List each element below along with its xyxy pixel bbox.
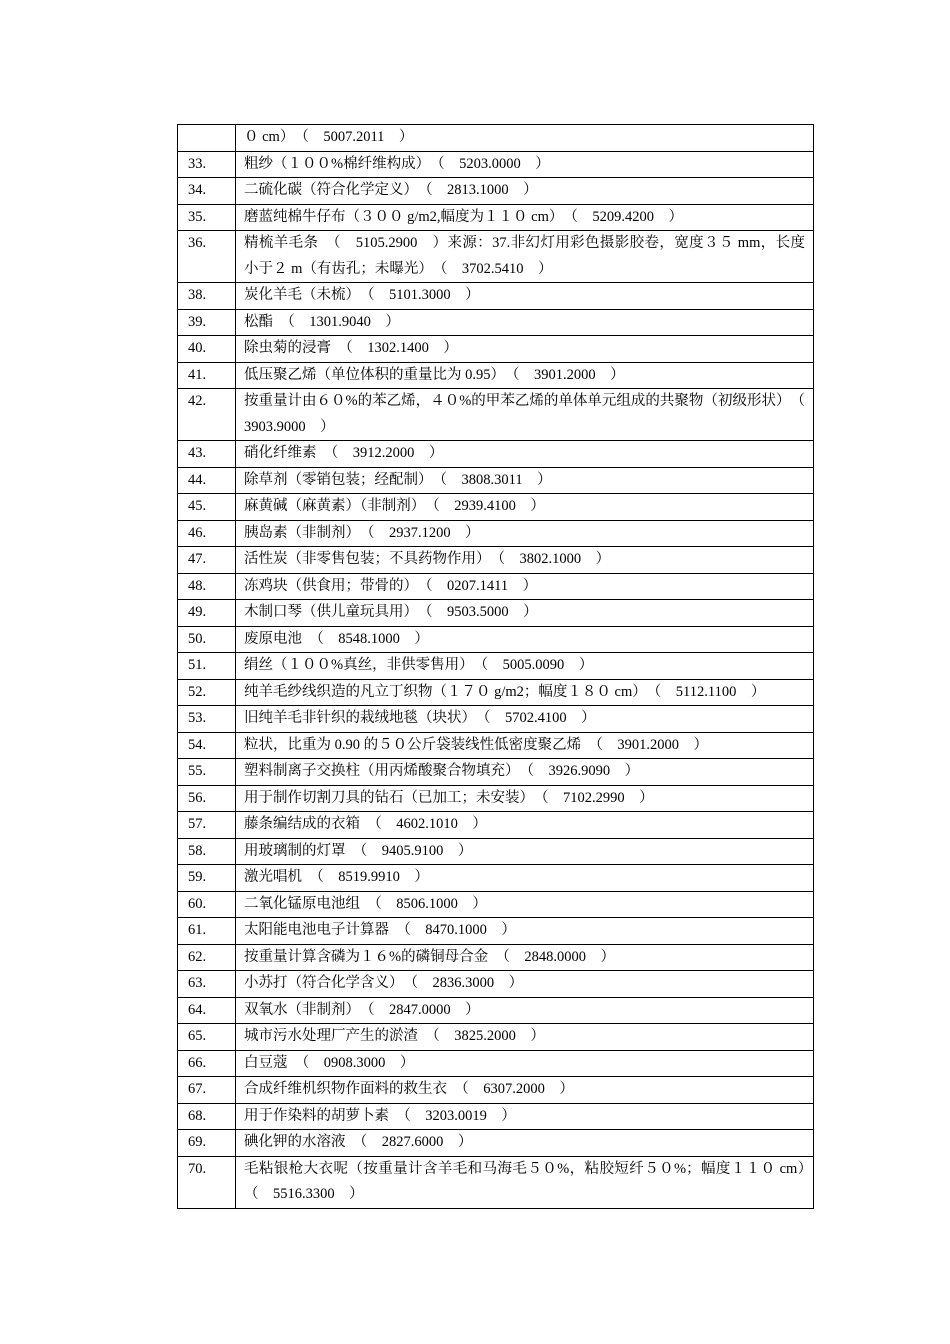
table-row [178,759,814,786]
row-number: 61. [178,918,236,945]
row-text: 二硫化碳（符合化学定义） （ 2813.1000 ） [236,178,814,205]
table-row [178,732,814,759]
row-text: 合成纤维机织物作面料的救生衣 （ 6307.2000 ） [236,1077,814,1104]
row-number: 50. [178,626,236,653]
row-text: 除虫菊的浸膏 （ 1302.1400 ） [236,336,814,363]
row-number: 68. [178,1103,236,1130]
row-text: 用玻璃制的灯罩 （ 9405.9100 ） [236,838,814,865]
row-number: 43. [178,441,236,468]
row-text: 白豆蔻 （ 0908.3000 ） [236,1050,814,1077]
row-text: 城市污水处理厂产生的淤渣 （ 3825.2000 ） [236,1024,814,1051]
table-row [178,997,814,1024]
row-number: 34. [178,178,236,205]
row-text: 毛粘银枪大衣呢（按重量计含羊毛和马海毛５０%，粘胶短纤５０%；幅度１１０ cm） （ 5516.3300 ） [236,1156,814,1208]
row-number: 69. [178,1130,236,1157]
row-text: 碘化钾的水溶液 （ 2827.6000 ） [236,1130,814,1157]
row-text: 硝化纤维素 （ 3912.2000 ） [236,441,814,468]
row-number: 54. [178,732,236,759]
table-row [178,125,814,152]
row-text: 小苏打（符合化学含义） （ 2836.3000 ） [236,971,814,998]
row-text: 太阳能电池电子计算器 （ 8470.1000 ） [236,918,814,945]
table-row [178,679,814,706]
table-row [178,151,814,178]
table-row [178,467,814,494]
hs-code-table [177,124,820,1209]
row-text: 磨蓝纯棉牛仔布（３００ g/m2,幅度为１１０ cm） （ 5209.4200 ） [236,204,814,231]
row-number: 40. [178,336,236,363]
row-text: 粗纱（１００%棉纤维构成） （ 5203.0000 ） [236,151,814,178]
table-row [178,838,814,865]
table-row [178,785,814,812]
row-number: 39. [178,309,236,336]
table-row [178,231,814,283]
row-number: 64. [178,997,236,1024]
table-row [178,178,814,205]
row-text: 木制口琴（供儿童玩具用） （ 9503.5000 ） [236,600,814,627]
table-row [178,204,814,231]
table-row [178,1050,814,1077]
row-number: 42. [178,389,236,441]
row-number: 65. [178,1024,236,1051]
row-text: 胰岛素（非制剂） （ 2937.1200 ） [236,520,814,547]
row-text: 用于制作切割刀具的钻石（已加工；未安装） （ 7102.2990 ） [236,785,814,812]
row-number: 66. [178,1050,236,1077]
row-number: 33. [178,151,236,178]
table-row [178,600,814,627]
table-row [178,918,814,945]
table-row [178,573,814,600]
row-number: 53. [178,706,236,733]
row-text: 精梳羊毛条 （ 5105.2900 ）来源：37.非幻灯用彩色摄影胶卷，宽度３５ mm，长度小于２ m（有齿孔；未曝光） （ 3702.5410 ） [236,231,814,283]
row-number [178,125,236,152]
table-row [178,336,814,363]
table-row [178,626,814,653]
row-text: 废原电池 （ 8548.1000 ） [236,626,814,653]
row-text: 用于作染料的胡萝卜素 （ 3203.0019 ） [236,1103,814,1130]
table-row [178,944,814,971]
row-number: 58. [178,838,236,865]
row-number: 45. [178,494,236,521]
row-number: 36. [178,231,236,283]
row-number: 49. [178,600,236,627]
row-text: 粒状，比重为 0.90 的５０公斤袋装线性低密度聚乙烯 （ 3901.2000 ） [236,732,814,759]
table-body [178,125,820,1209]
row-text: 双氧水（非制剂） （ 2847.0000 ） [236,997,814,1024]
row-text: 冻鸡块（供食用；带骨的） （ 0207.1411 ） [236,573,814,600]
row-number: 35. [178,204,236,231]
row-number: 55. [178,759,236,786]
row-text: 炭化羊毛（未梳） （ 5101.3000 ） [236,283,814,310]
table-row [178,812,814,839]
row-number: 57. [178,812,236,839]
row-number: 48. [178,573,236,600]
table-row [178,1077,814,1104]
table-row [178,1103,814,1130]
row-text: 按重量计由６０%的苯乙烯，４０%的甲苯乙烯的单体单元组成的共聚物（初级形状） （ 3903.9000 ） [236,389,814,441]
row-number: 59. [178,865,236,892]
table-row [178,891,814,918]
row-text: 二氧化锰原电池组 （ 8506.1000 ） [236,891,814,918]
table-row [178,362,814,389]
row-text: 旧纯羊毛非针织的栽绒地毯（块状） （ 5702.4100 ） [236,706,814,733]
row-text: 除草剂（零销包装；经配制） （ 3808.3011 ） [236,467,814,494]
table-row [178,706,814,733]
row-number: 47. [178,547,236,574]
row-text: 麻黄碱（麻黄素）（非制剂） （ 2939.4100 ） [236,494,814,521]
row-text: 按重量计算含磷为１６%的磷铜母合金 （ 2848.0000 ） [236,944,814,971]
row-number: 52. [178,679,236,706]
row-number: 63. [178,971,236,998]
row-text: ０ cm） （ 5007.2011 ） [236,125,814,152]
table-row [178,547,814,574]
row-text: 活性炭（非零售包装；不具药物作用） （ 3802.1000 ） [236,547,814,574]
row-number: 41. [178,362,236,389]
row-number: 67. [178,1077,236,1104]
row-number: 70. [178,1156,236,1208]
row-text: 低压聚乙烯（单位体积的重量比为 0.95） （ 3901.2000 ） [236,362,814,389]
table-row [178,1024,814,1051]
row-text: 激光唱机 （ 8519.9910 ） [236,865,814,892]
row-number: 56. [178,785,236,812]
table-row [178,865,814,892]
row-number: 46. [178,520,236,547]
row-number: 38. [178,283,236,310]
table-row [178,1130,814,1157]
table-row [178,653,814,680]
table-row [178,309,814,336]
row-text: 绢丝（１００%真丝，非供零售用） （ 5005.0090 ） [236,653,814,680]
table-row [178,971,814,998]
row-number: 62. [178,944,236,971]
row-text: 藤条编结成的衣箱 （ 4602.1010 ） [236,812,814,839]
table-row [178,441,814,468]
table-row [178,389,814,441]
row-text: 纯羊毛纱线织造的凡立丁织物（１７０ g/m2；幅度１８０ cm） （ 5112.1100 ） [236,679,814,706]
table-row [178,520,814,547]
table-row [178,1156,814,1208]
table-row [178,283,814,310]
row-number: 51. [178,653,236,680]
row-number: 44. [178,467,236,494]
row-text: 松酯 （ 1301.9040 ） [236,309,814,336]
row-number: 60. [178,891,236,918]
row-text: 塑料制离子交换柱（用丙烯酸聚合物填充） （ 3926.9090 ） [236,759,814,786]
table-row [178,494,814,521]
